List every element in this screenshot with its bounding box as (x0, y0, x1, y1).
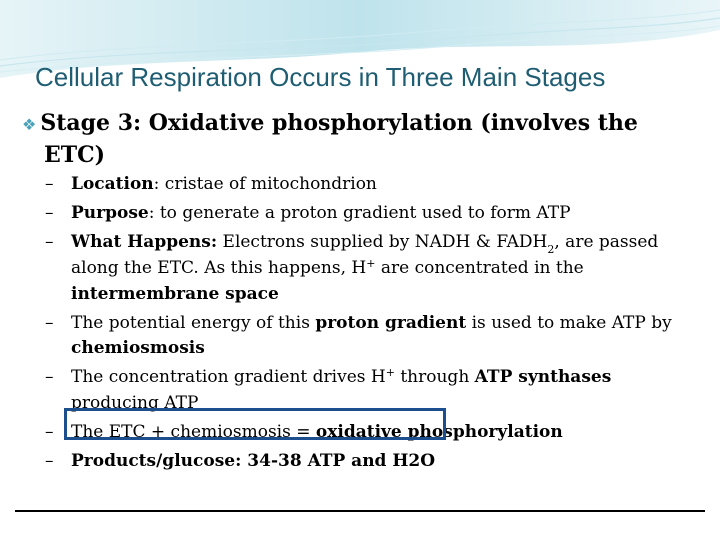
what-happens-text-c: are concentrated in the (375, 258, 584, 278)
dash-bullet: – (45, 367, 54, 387)
what-happens-text-a: Electrons supplied by NADH & FADH (217, 232, 548, 252)
stage-heading-text: Stage 3: Oxidative phosphorylation (involves the (40, 110, 638, 136)
etc-chemiosmosis-text: The ETC + chemiosmosis = (71, 422, 316, 442)
superscript-plus: + (385, 366, 395, 379)
chemiosmosis-term: chemiosmosis (71, 338, 205, 358)
concentration-text-a: The concentration gradient drives H (71, 367, 386, 387)
dash-bullet: – (45, 232, 54, 252)
highlight-box (64, 408, 446, 440)
potential-energy-text-b: is used to make ATP by (466, 313, 672, 333)
potential-energy-text-a: The potential energy of this (71, 313, 316, 333)
dash-bullet: – (45, 313, 54, 333)
footer-divider (15, 510, 705, 512)
list-item-location (45, 172, 685, 197)
list-item-purpose (45, 201, 685, 226)
slide-title: Cellular Respiration Occurs in Three Main Stages (35, 62, 606, 92)
oxidative-phosphorylation-term: oxidative phosphorylation (315, 422, 563, 442)
list-item-products (45, 449, 685, 474)
list-item-potential-energy (45, 311, 685, 361)
dash-bullet: – (45, 203, 54, 223)
superscript-plus: + (366, 257, 376, 270)
dash-bullet: – (45, 174, 54, 194)
stage-heading (22, 108, 672, 171)
intermembrane-space-term: intermembrane space (71, 284, 279, 304)
concentration-text-b: through (394, 367, 475, 387)
subscript-2: 2 (547, 243, 555, 256)
list-item-what-happens (45, 230, 685, 307)
what-happens-text-b: , are passed along the ETC. As this happens, H (71, 232, 659, 278)
location-label: Location (71, 174, 154, 194)
bullet-icon: ❖ (22, 115, 37, 134)
dash-bullet: – (45, 451, 54, 471)
products-text: Products/glucose: 34-38 ATP and H2O (71, 451, 436, 471)
dash-bullet: – (45, 422, 54, 442)
stage-heading-continuation: ETC) (44, 142, 106, 168)
location-text: : cristae of mitochondrion (153, 174, 377, 194)
what-happens-label: What Happens: (71, 232, 218, 252)
purpose-text: : to generate a proton gradient used to form ATP (148, 203, 571, 223)
proton-gradient-term: proton gradient (315, 313, 467, 333)
purpose-label: Purpose (71, 203, 149, 223)
concentration-text-c: producing ATP (71, 393, 199, 413)
atp-synthases-term: ATP synthases (474, 367, 612, 387)
